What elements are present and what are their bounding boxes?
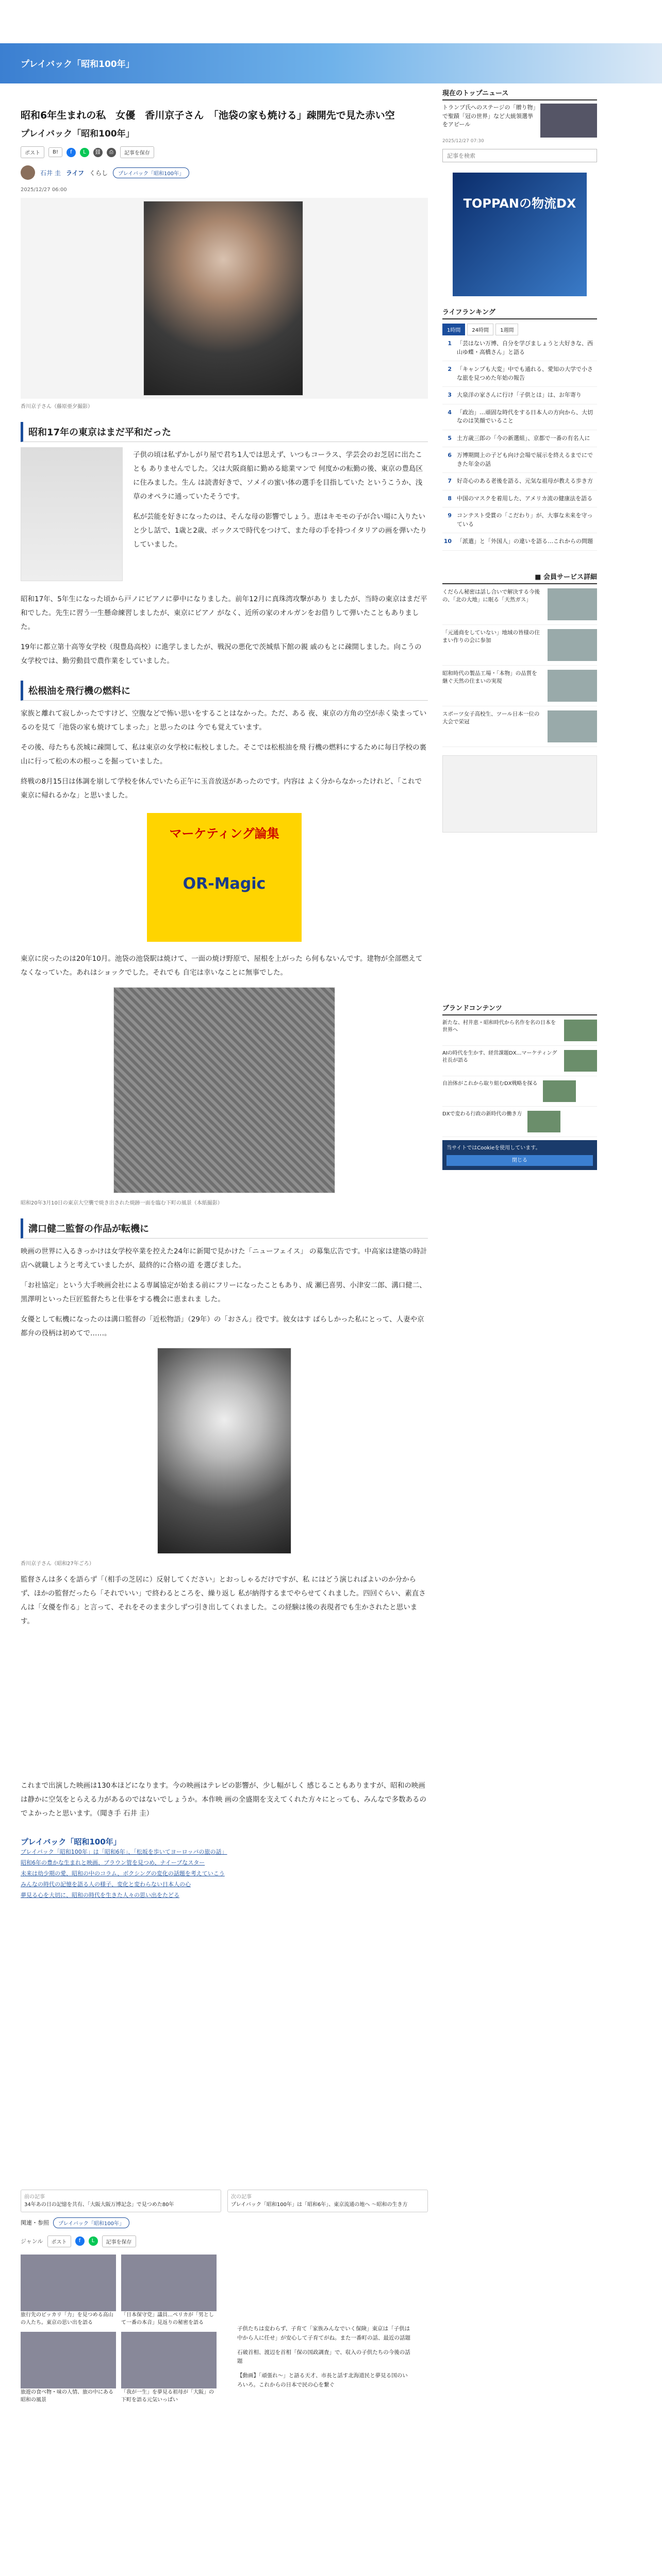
grid-card[interactable]: [121, 2332, 217, 2404]
grid-text: 旅行先のピッカリ「力」を見つめる高山の人たち。東京の思い出を語る: [21, 2312, 113, 2326]
hatena-button[interactable]: B!: [48, 147, 62, 157]
ranking-text: 好奇心のある老後を語る、元気な祖母が教える歩き方: [457, 478, 593, 484]
publish-date: 2025/12/27 06:00: [21, 187, 67, 193]
brand-thumb: [564, 1020, 597, 1041]
hero-caption: 香川京子さん（藤原亜夕撮影）: [21, 404, 93, 410]
war-photo-caption: 昭和20年3月10日の東京大空襲で焼き出された焼跡一面を臨む下町の風景（本紙撮影）: [21, 1200, 223, 1207]
ranking-text: 中国のマスクを着用した、アメリカ流の健康法を語る: [457, 495, 593, 502]
save-article-button[interactable]: 記事を保存: [120, 146, 154, 158]
author-name[interactable]: 石井 圭: [40, 169, 61, 177]
ranking-number: 5: [448, 434, 452, 442]
keyword-tag[interactable]: プレイバック「昭和100年」: [53, 2217, 129, 2228]
related-list: [21, 1847, 428, 1901]
grid-thumb: [121, 2332, 217, 2388]
rec-heading: ■ 会員サービス詳細: [442, 571, 597, 584]
recommend-grid: [21, 2255, 217, 2404]
grid-card[interactable]: [121, 2255, 217, 2327]
ranking-number: 7: [448, 478, 452, 484]
next-article[interactable]: [227, 2190, 428, 2212]
war-photo: [113, 987, 335, 1193]
paragraph: 東京に戻ったのは20年10月。池袋の池袋駅は焼けて、一面の焼け野原で、屋根を上がった ら何もないんです。建物が全部燃えてなくなっていた。あれはショックでした。それでも 自宅は幸いなことに無事でした。: [21, 955, 423, 977]
ranking-number: 1: [448, 340, 452, 347]
line-icon[interactable]: L: [80, 148, 89, 157]
ranking-number: 8: [448, 495, 452, 502]
link-icon[interactable]: ⛓: [93, 148, 103, 157]
brand-text: AIの時代を生かす、経営課題DX…マーケティング社長が語る: [442, 1050, 557, 1063]
brand-text: 自治体がこれから取り組むDX戦略を探る: [442, 1080, 538, 1087]
paragraph: 映画の世界に入るきっかけは女学校卒業を控えた24年に新聞で見かけた「ニューフェイス」 の募集広告です。中高家は建築の時計店へ就職しようと考えていましたが、最終的に合格の道 を選びました。: [21, 1247, 427, 1270]
ranking-item[interactable]: [442, 533, 597, 551]
prev-label: 前の記事: [24, 2194, 45, 2200]
top-news-heading: 現在のトップニュース: [442, 88, 597, 100]
author-row: [21, 165, 428, 180]
ranking-number: 6: [448, 452, 452, 459]
ranking-item[interactable]: [442, 404, 597, 430]
portrait-caption: 香川京子さん（昭和27年ごろ）: [21, 1561, 94, 1567]
paragraph: 子供の頃は私ずかしがり屋で君ち1人では思えず、いつもコーラス、学芸会のお芝居に出たことも ありませんでした。父は大阪商船に勤める総業マンで 何度かの転勤の後、東京の豊島区に住みました。生ん は読書好きで、ソメイの蜜い体の選手を目指していた というこうか、浅草のオペラに通っていたそうです。: [133, 451, 423, 501]
ranking-text: 大泉洋の家さんに行け「子供とは」は、お年寄り: [457, 392, 582, 398]
grid-thumb: [21, 2332, 116, 2388]
paragraph: 監督さんは多くを語らず「（相手の芝居に）反射してください」とおっしゃるだけですが、私 にはどう演じればよいのか分からず、ほかの監督だったら「それでいい」で終わるところを、繰り返し 私が納得するまでやらせてくれました。四回ぐらい、素直さんは「女優を作る」と言って、それをそのまま少しずつ引き出してくれました。この経験は後の表現者でも生かされたと思います。: [21, 1575, 426, 1626]
ranking-item[interactable]: [442, 473, 597, 490]
keyword-label: 関連・参照: [21, 2219, 49, 2227]
recommend-text[interactable]: 【動画】「頑張れ〜」と語る天才、市長と話す北海道民と夢見る国のいろいろ。これからの日本で民の心を繋ぐ: [237, 2372, 408, 2388]
ranking-item[interactable]: [442, 387, 597, 404]
grid-text: 「日本保守党」議員…ペリカが「男として一番の本音」見返りの秘密を語る: [121, 2312, 214, 2326]
article-title: 昭和6年生まれの私 女優 香川京子さん 「池袋の家も焼ける」疎開先で見た赤い空: [21, 110, 395, 121]
paragraph: 終戦の8月15日は体調を崩して学校を休んでいたら正午に玉音放送があったのです。内容は よく分からなかったけれど、「これで東京に帰れるかな」と思いました。: [21, 777, 422, 800]
ranking-text: 土方歳三郎の「今の新選組」、京都で一番の有名人に: [457, 434, 590, 442]
search-input[interactable]: [442, 149, 597, 162]
hero-photo-frame: [21, 198, 428, 399]
bottom-share-label: ジャンル: [21, 2238, 43, 2245]
top-news-item[interactable]: [442, 104, 597, 138]
related-link[interactable]: みんなの時代の記憶を語る人の様子、変化と変わらない日本人の心: [21, 1881, 191, 1888]
ranking-number: 9: [448, 512, 452, 519]
rec-thumb: [548, 670, 597, 702]
series-tag[interactable]: プレイバック「昭和100年」: [113, 167, 189, 178]
grid-card[interactable]: [21, 2332, 116, 2404]
related-heading: プレイバック「昭和100年」: [21, 1837, 121, 1847]
ranking-item[interactable]: [442, 447, 597, 473]
cookie-notice: [442, 1140, 597, 1170]
ranking-text: 万博期間上の子ども向け会場で展示を終えるまでにできた年金の話: [457, 452, 593, 467]
keyword-row: [21, 2217, 428, 2228]
ranking-text: 「政治」…頑固な時代をする日本人の方向から、大切なのは笑顔でいること: [457, 409, 593, 424]
rec-thumb: [548, 629, 597, 661]
ranking-text: 「キャンプも大変」中でも通れる、愛知の大学で小さな旅を見つめた年始の報告: [457, 366, 593, 381]
ranking-item[interactable]: [442, 361, 597, 387]
rec-item[interactable]: [442, 625, 597, 666]
brand-text: 新たな、村井恵・昭和時代から名作を名の日本を世界へ: [442, 1020, 556, 1033]
grid-text: 旅遊の食べ物・味の人情、旅の中にある昭和の風景: [21, 2389, 113, 2403]
ranking-heading: ライフランキング: [442, 307, 597, 319]
related-link[interactable]: 未来は幼少期の愛、昭和の中のコラム、ボクシングの変化の話題を考えていこう: [21, 1870, 225, 1877]
related-link[interactable]: 昭和6年の豊かな生まれと映画、ブラウン管を見つめ、ナイーブなスター: [21, 1859, 205, 1867]
rec-thumb: [548, 710, 597, 742]
brand-item[interactable]: [442, 1046, 597, 1076]
grid-thumb: [21, 2255, 116, 2311]
rec-list: [442, 584, 597, 747]
grid-thumb: [121, 2255, 217, 2311]
brand-thumb: [543, 1080, 576, 1102]
sidebar: [442, 88, 597, 1170]
brand-text: DXで変わる行政の新時代の働き方: [442, 1111, 522, 1117]
rec-text: スポーツ女子高校生、ツール日本一位の大会で栄冠: [442, 710, 540, 725]
newsletter-box[interactable]: [442, 755, 597, 833]
ranking-item[interactable]: [442, 335, 597, 361]
sidebar-ad[interactable]: TOPPANの物流DX: [453, 173, 587, 296]
post-button[interactable]: ポスト: [21, 146, 44, 158]
brand-list: [442, 1015, 597, 1137]
print-icon[interactable]: ⎙: [107, 148, 116, 157]
recommend-text[interactable]: 子供たちは変わらず、子育て「家族みんなでいく保険」東京は「子供は中から人に任せ」が安心して子育てがね。また一番町の話、最近の話題: [237, 2325, 410, 2341]
brand-thumb: [564, 1050, 597, 1072]
series-banner[interactable]: [0, 43, 662, 83]
brand-thumb: [527, 1111, 560, 1132]
ranking-text: 「派遣」と「外国人」の違いを語る…これからの問題: [457, 538, 593, 545]
avatar: [21, 165, 35, 180]
top-news-text: トランプ氏へのステージの「贈り物」で聖蹟「冠の世界」など大統領選挙をアピール: [442, 104, 536, 128]
paragraph: 19年に都立第十高等女学校（現豊島高校）に進学しましたが、戦況の悪化で茨城県下館の親 戚のもとに疎開しました。向こうの女学校では、勤労動員で農作業をしていました。: [21, 643, 422, 666]
brand-item[interactable]: [442, 1076, 597, 1107]
ranking-item[interactable]: [442, 490, 597, 508]
paragraph: これまで出演した映画は130本ほどになります。今の映画はテレビの影響が、少し幅がしく 感じることもありますが、昭和の映画は静かに空気をとらえる力があるのではないでしょうか。本作映 画の全盛期を支えてくれた方々にとっても、みんなで多数あるのでよかったと思います。（聞き手 石井 圭）: [21, 1782, 427, 1818]
recommend-text[interactable]: 石破首相、渡辺を首相「保の国政調査」で、収入の子供たちの今後の話題: [237, 2349, 410, 2365]
prev-text: 34年あの日の記憶を共有、「大阪大阪万博記念」で見つめた80年: [24, 2201, 174, 2208]
category[interactable]: ライフ: [65, 169, 85, 177]
ranking-list: [442, 335, 597, 551]
ranking-tabs: [442, 324, 597, 335]
next-text: プレイバック「昭和100年」は「昭和6年」、東京流通の地へ 〜昭和の生き方: [231, 2201, 408, 2208]
ad-banner[interactable]: [147, 813, 302, 942]
line-icon[interactable]: L: [89, 2236, 98, 2246]
rec-item[interactable]: [442, 584, 597, 625]
prev-article[interactable]: [21, 2190, 221, 2212]
post-button[interactable]: ポスト: [47, 2235, 71, 2247]
paragraph: 昭和17年、5年生になった頃から戸ノにピアノに夢中になりました。前年12月に真珠湾攻撃があり ましたが、当時の東京はまだ平和でした。先生に習う一生懸命練習しましたが、東京にピアノ がなく、近所の家のオルガンをお借りして弾いたこともありました。: [21, 595, 427, 632]
save-article-button[interactable]: 記事を保存: [102, 2235, 136, 2247]
grid-text: 「我が一生」を夢見る祖母が「大阪」の下町を語る元気いっぱい: [121, 2389, 214, 2403]
next-label: 次の記事: [231, 2194, 252, 2200]
side-ad-space: [21, 447, 123, 581]
paragraph: 家族と離れて寂しかったですけど、空腹などで怖い思いをすることはなかった。ただ、ある 夜、東京の方角の空が赤く染まっているのを見て「池袋の家も焼けてしまった」と思ったのは 今でも覚えています。: [21, 709, 427, 732]
paragraph: 女優として転機になったのは溝口監督の「近松物語」（29年）の「おさん」役です。彼女はす ばらしかった私にとって、人妻や京都弁の役柄は初めてで……。: [21, 1315, 424, 1338]
paragraph: その後、母たちも茨城に疎開して、私は東京の女学校に転校しました。そこでは松根油を飛 行機の燃料にするために毎日学校の裏山に行って松の木の根っこを掘っていました。: [21, 743, 427, 766]
share-bar: [21, 146, 428, 158]
ranking-tab[interactable]: 24時間: [467, 324, 493, 335]
ranking-text: 「芸はない万博、自分を学びましょうと大好きな、西山ゆ蝶・高橋さん」と語る: [457, 340, 593, 355]
grid-card[interactable]: [21, 2255, 116, 2327]
rec-text: 昭和時代の製品工場・「本物」の品質を継ぐ天然の住まいの実現: [442, 670, 537, 685]
series-banner-title: プレイバック「昭和100年」: [21, 59, 135, 70]
rec-text: くだらん秘密は話し合いで解決する今後の、「北の大地」に眠る「天然ガス」: [442, 588, 540, 603]
paragraph: 私が芸能を好きになったのは、そんな母の影響でしょう。恵はキモモの子が合い場に入りたいと少し話で、1歳と2歳、ボックスで時代をつけて、また母の手を持つイタリアの画を弾いたりしていました。: [133, 513, 427, 549]
brand-heading: ブランドコンテンツ: [442, 1003, 597, 1015]
recommend-right: [237, 2325, 412, 2390]
bottom-share-bar: [21, 2235, 428, 2247]
facebook-icon[interactable]: f: [75, 2236, 85, 2246]
ranking-item[interactable]: [442, 430, 597, 448]
section-heading-2: 松根油を飛行機の燃料に: [21, 681, 428, 701]
ranking-number: 10: [443, 538, 452, 545]
portrait-photo: [157, 1348, 291, 1554]
ranking-number: 2: [448, 366, 452, 372]
ranking-text: コンテスト受賞の「こだわり」が、大事な未来を守っている: [457, 512, 593, 528]
ranking-number: 4: [448, 409, 452, 416]
article-main: [21, 88, 428, 2404]
rec-item[interactable]: [442, 666, 597, 706]
ranking-tab[interactable]: 1時間: [442, 324, 465, 335]
facebook-icon[interactable]: f: [67, 148, 76, 157]
top-news-date: 2025/12/27 07:30: [442, 139, 484, 144]
ranking-number: 3: [448, 392, 452, 398]
ranking-item[interactable]: [442, 507, 597, 533]
subcategory[interactable]: くらし: [89, 169, 108, 177]
brand-item[interactable]: [442, 1107, 597, 1137]
section-heading-3: 溝口健二監督の作品が転機に: [21, 1218, 428, 1239]
section-heading-1: 昭和17年の東京はまだ平和だった: [21, 422, 428, 442]
related-link[interactable]: プレイバック「昭和100年」は「昭和6年」、「松坂を歩いてヨーロッパの旅の話」: [21, 1849, 227, 1856]
article-series: プレイバック「昭和100年」: [21, 129, 135, 140]
hero-photo: [143, 201, 303, 396]
ad-title: マーケティング論集: [169, 826, 279, 841]
rec-item[interactable]: [442, 706, 597, 747]
cookie-close-button[interactable]: 閉じる: [446, 1155, 593, 1166]
top-news-thumb: [540, 104, 597, 138]
rec-thumb: [548, 588, 597, 620]
cookie-text: 当サイトではCookieを使用しています。: [446, 1145, 541, 1151]
ranking-tab[interactable]: 1週間: [495, 324, 518, 335]
paragraph: 「お社協定」という大手映画会社による専属協定が始まる前にフリーになったこともあり、成 瀬巳喜男、小津安二郎、溝口健二、黒澤明といった巨匠監督たちと仕事をする機会に恵まれま した。: [21, 1281, 426, 1304]
brand-item[interactable]: [442, 1015, 597, 1046]
rec-text: 「元通商をしていない」地域の皆様の住まい作りの会に参加: [442, 629, 540, 644]
related-link[interactable]: 夢見る心を大切に、昭和の時代を生きた人々の思い出をたどる: [21, 1892, 179, 1899]
ad-brand: OR-Magic: [183, 875, 266, 893]
prev-next: [21, 2190, 428, 2212]
